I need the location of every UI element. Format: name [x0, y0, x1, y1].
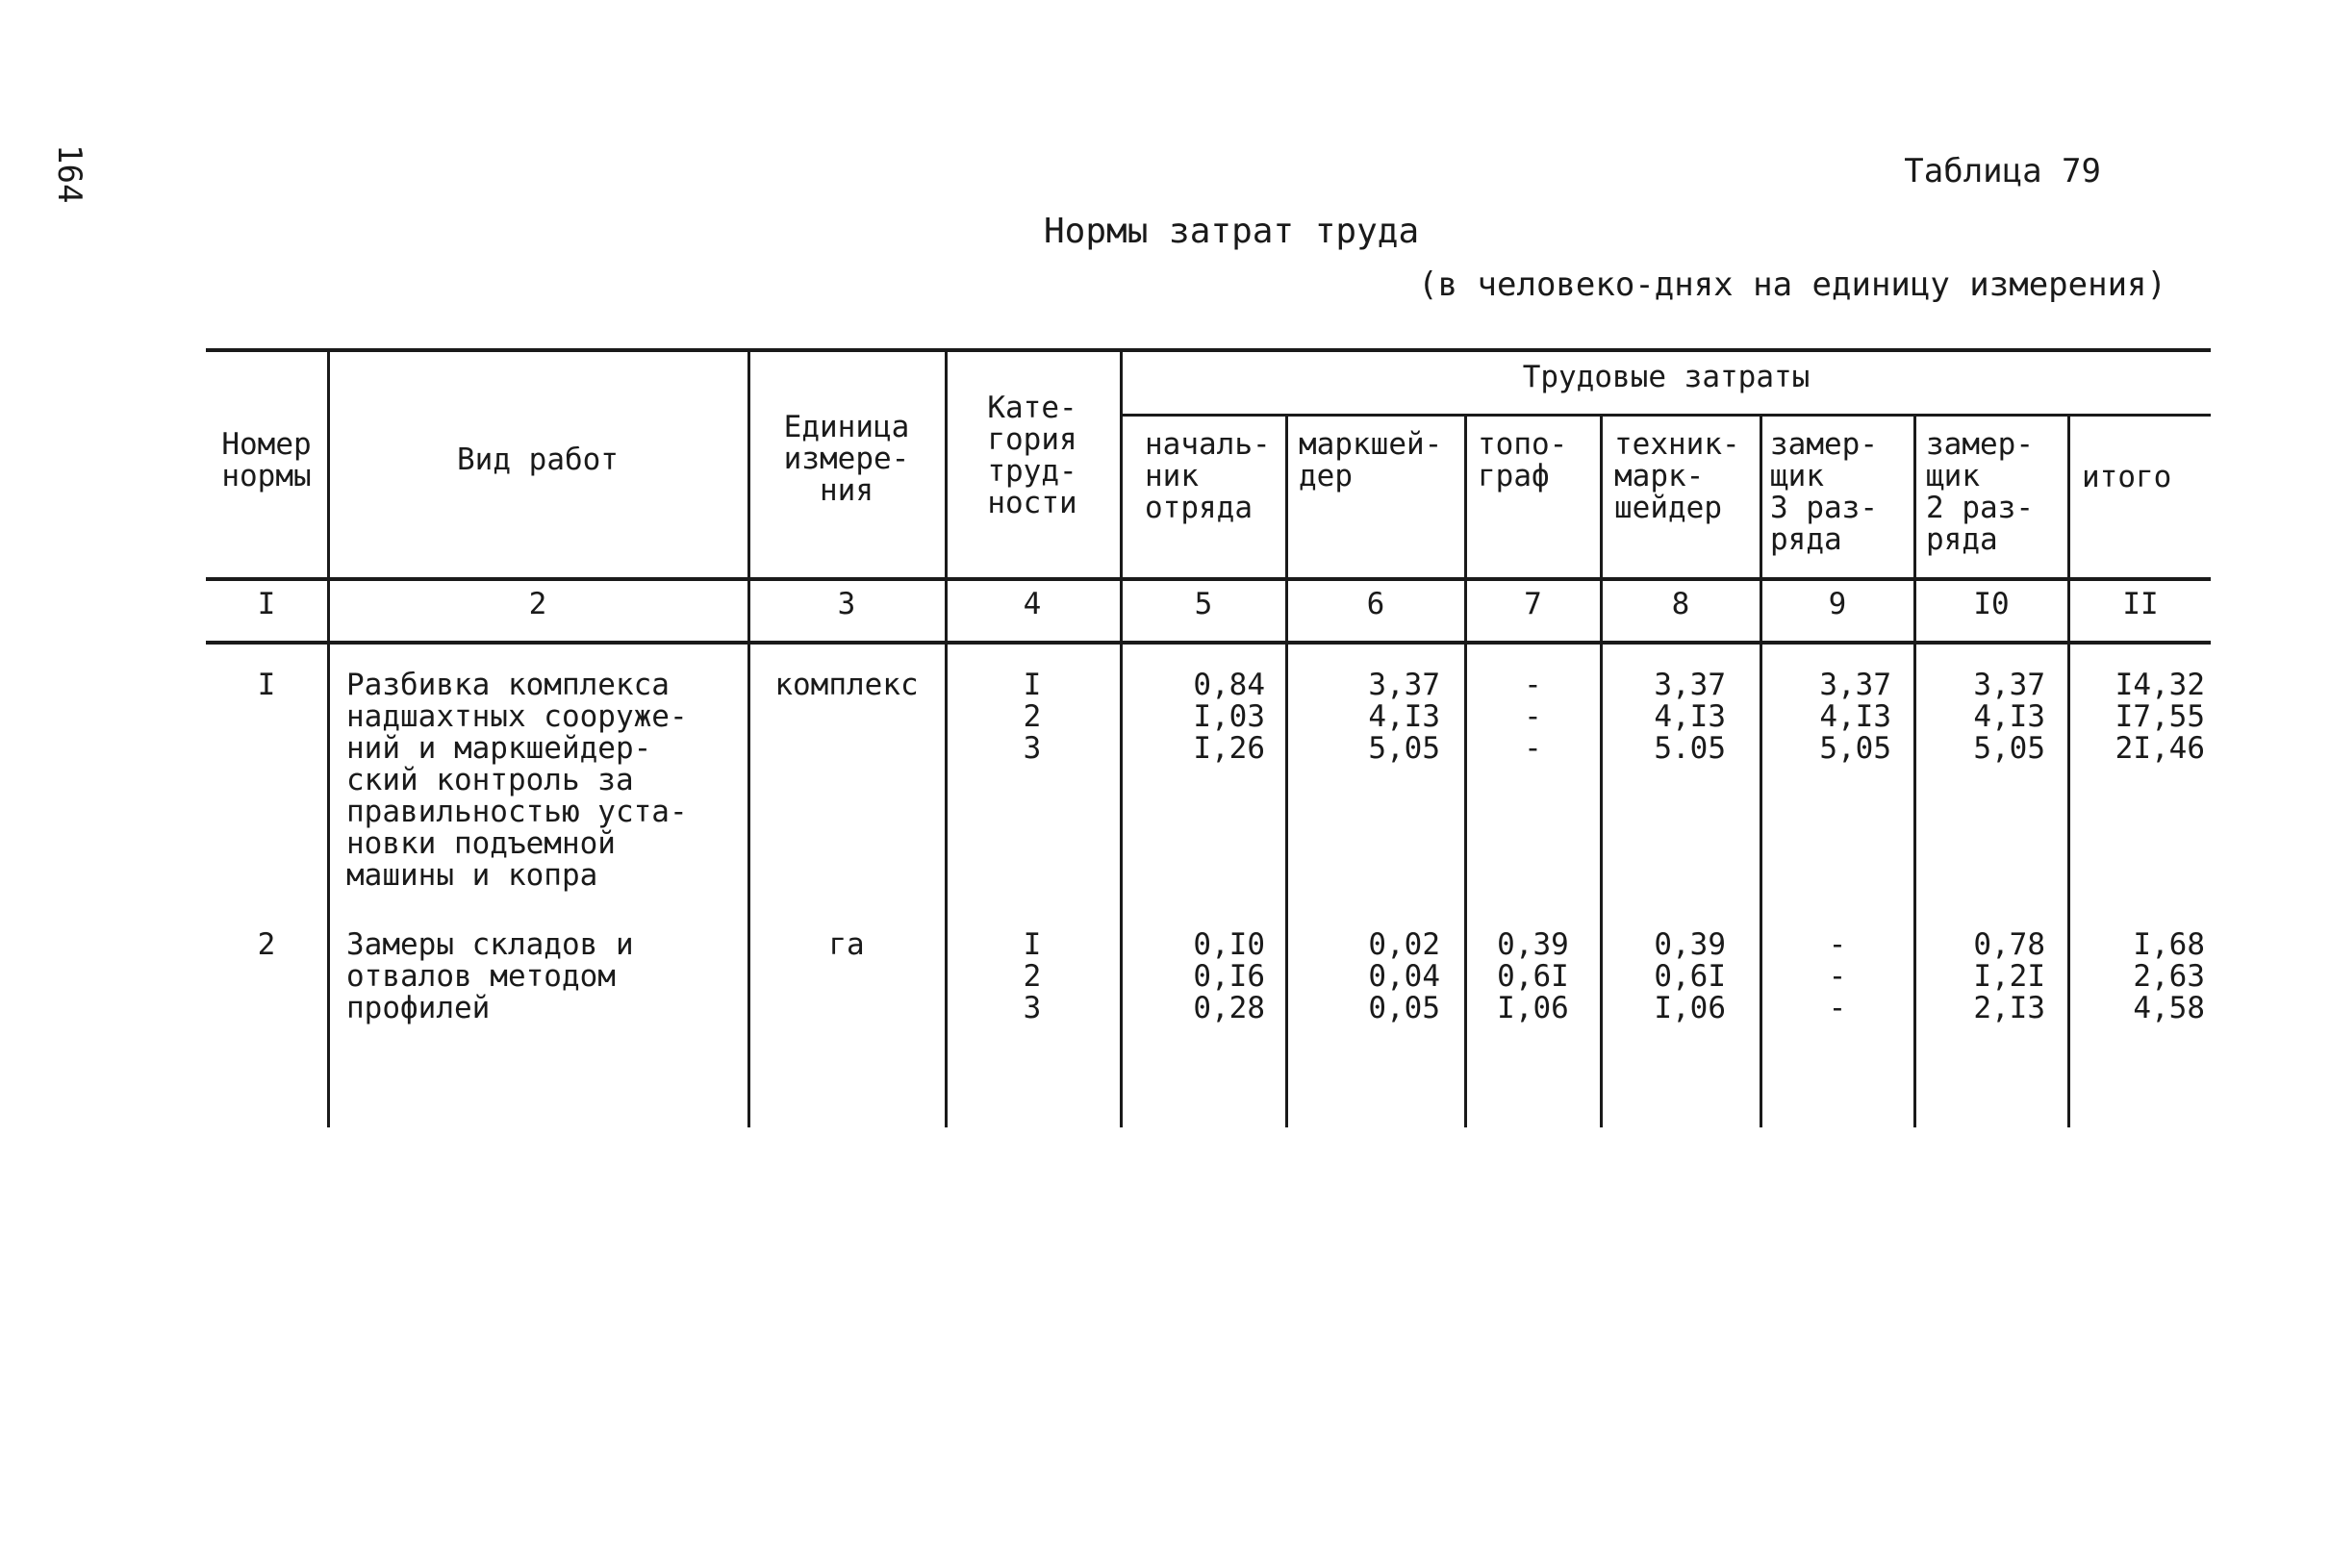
column-numbers-rule — [206, 641, 2211, 645]
row-value-surveyor: 0,02 0,04 0,05 — [1368, 927, 1440, 1025]
table-top-rule — [206, 348, 2211, 352]
column-number: 6 — [1366, 587, 1385, 621]
document-title: Нормы затрат труда — [1044, 212, 1420, 251]
column-number: 5 — [1194, 587, 1213, 621]
header-labor-costs: Трудовые затраты — [1522, 360, 1811, 394]
header-bottom-rule — [206, 577, 2211, 581]
page-number: 164 — [50, 144, 89, 204]
header-work-type: Вид работ — [457, 443, 619, 477]
row-value-total: I4,32 I7,55 2I,46 — [2115, 668, 2205, 766]
row-value-total: I,68 2,63 4,58 — [2133, 927, 2205, 1025]
column-number: 2 — [528, 587, 547, 621]
row-value-topographer: 0,39 0,6I I,06 — [1497, 927, 1569, 1025]
row-unit: га — [828, 927, 865, 962]
column-number: I0 — [1973, 587, 2010, 621]
row-value-measurer-grade-3: - - - — [1828, 927, 1847, 1025]
header-measurer-grade-3: замер- щик 3 раз- ряда — [1770, 427, 1878, 557]
row-value-squad-chief: 0,I0 0,I6 0,28 — [1193, 927, 1265, 1025]
column-number: 3 — [837, 587, 856, 621]
row-work-description: Замеры складов и отвалов методом профилей — [346, 927, 634, 1025]
row-categories: I 2 3 — [1023, 668, 1042, 766]
column-number: 7 — [1524, 587, 1542, 621]
labor-norms-table — [206, 348, 2211, 1127]
row-value-measurer-grade-3: 3,37 4,I3 5,05 — [1819, 668, 1891, 766]
row-norm-number: I — [257, 668, 276, 702]
header-surveyor: маркшей- дер — [1299, 427, 1443, 493]
row-value-measurer-grade-2: 3,37 4,I3 5,05 — [1973, 668, 2045, 766]
row-value-measurer-grade-2: 0,78 I,2I 2,I3 — [1973, 927, 2045, 1025]
table-label: Таблица 79 — [1904, 152, 2101, 190]
header-surveyor-technician: техник- марк- шейдер — [1614, 427, 1740, 525]
document-subtitle: (в человеко-днях на единицу измерения) — [1418, 266, 2166, 304]
header-total: итого — [2082, 460, 2172, 494]
row-value-surveyor: 3,37 4,I3 5,05 — [1368, 668, 1440, 766]
row-work-description: Разбивка комплекса надшахтных сооруже- ний и маркшейдер- ский контроль за правильностью уста- новки подъемной машины и копра — [346, 668, 688, 893]
row-categories: I 2 3 — [1023, 927, 1042, 1025]
row-value-surveyor-technician: 3,37 4,I3 5.05 — [1654, 668, 1726, 766]
column-number: 8 — [1671, 587, 1690, 621]
header-unit: Единица измере- ния — [783, 410, 910, 508]
header-norm-number: Номер нормы — [221, 427, 312, 493]
header-measurer-grade-2: замер- щик 2 раз- ряда — [1926, 427, 2034, 557]
row-unit: комплекс — [774, 668, 919, 702]
row-value-surveyor-technician: 0,39 0,6I I,06 — [1654, 927, 1726, 1025]
row-value-topographer: - - - — [1524, 668, 1542, 766]
column-number: II — [2122, 587, 2159, 621]
column-number: I — [257, 587, 276, 621]
column-number: 9 — [1828, 587, 1847, 621]
row-value-squad-chief: 0,84 I,03 I,26 — [1193, 668, 1265, 766]
header-squad-chief: началь- ник отряда — [1145, 427, 1271, 525]
header-topographer: топо- граф — [1478, 427, 1568, 493]
row-norm-number: 2 — [257, 927, 276, 962]
column-number: 4 — [1023, 587, 1042, 621]
header-category: Кате- гория труд- ности — [987, 391, 1077, 520]
